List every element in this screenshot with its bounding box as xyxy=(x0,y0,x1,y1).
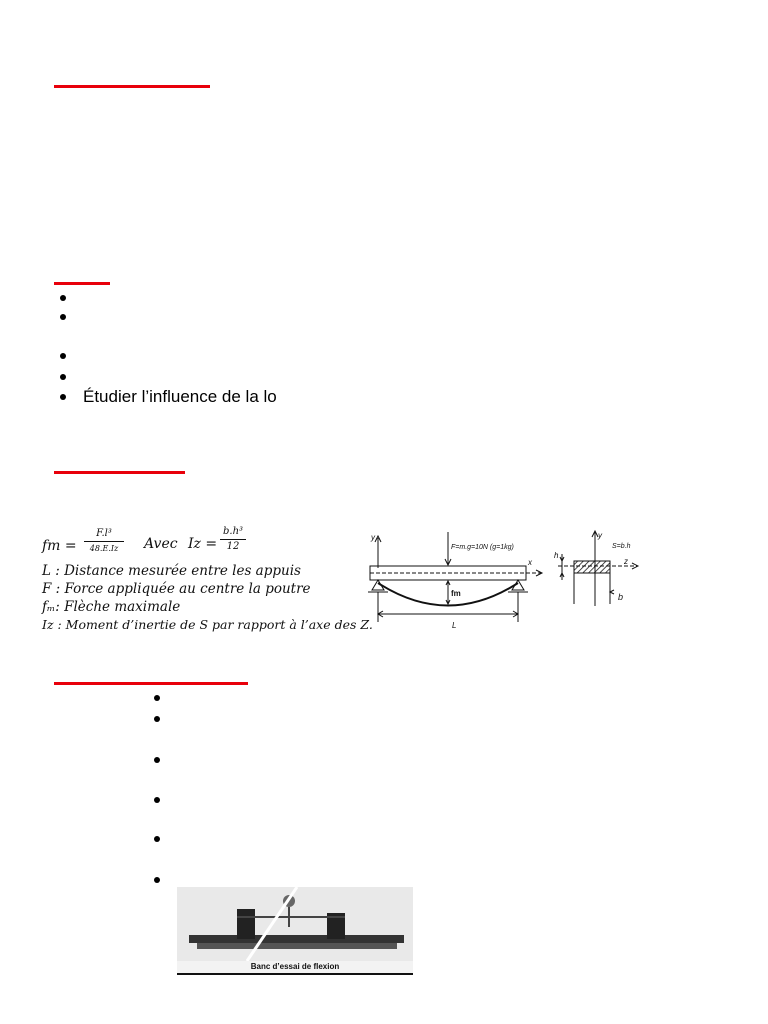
material-bullet-4 xyxy=(154,797,160,803)
material-bullet-3 xyxy=(154,757,160,763)
deflection-formula-block xyxy=(42,526,373,636)
force-label: F=m.g=10N (g=1kg) xyxy=(451,544,514,551)
material-bullet-6 xyxy=(154,877,160,883)
material-bullet-5 xyxy=(154,836,160,842)
photo-caption: Banc d’essai de flexion xyxy=(250,962,340,971)
bench-rail xyxy=(189,935,404,943)
section-y-label: y xyxy=(598,531,602,540)
material-bullet-2 xyxy=(154,716,160,722)
fm-fraction xyxy=(84,528,124,555)
bench-base xyxy=(197,943,397,949)
section-area-label: S=b.h xyxy=(612,543,631,550)
left-support-block xyxy=(237,909,255,939)
section-2-heading-underline xyxy=(54,282,110,285)
objective-bullet-4 xyxy=(60,374,66,380)
fm-label: fm = xyxy=(42,538,77,554)
definition-Iz: Iz : Moment d’inertie de S par rapport à l’axe des Z. xyxy=(42,617,373,632)
cross-section-diagram xyxy=(548,528,648,610)
formula-equation-row xyxy=(42,526,352,562)
iz-fraction xyxy=(220,526,246,553)
section-4-heading-underline xyxy=(54,682,248,685)
beam-x-label: x xyxy=(528,558,532,567)
avec-label: Avec xyxy=(144,536,178,552)
iz-numerator: b.h³ xyxy=(222,526,244,537)
material-bullet-1 xyxy=(154,695,160,701)
objective-bullet-1 xyxy=(60,295,66,301)
section-b-label: b xyxy=(618,592,624,602)
section-h-label: h xyxy=(554,551,559,560)
beam-L-label: L xyxy=(452,621,457,630)
beam-y-label: y xyxy=(371,533,375,542)
objective-bullet-2 xyxy=(60,314,66,320)
objective-bullet-3 xyxy=(60,353,66,359)
test-bench-illustration xyxy=(177,887,413,961)
section-1-heading-underline xyxy=(54,85,210,88)
iz-denominator: 12 xyxy=(226,541,240,552)
iz-label: Iz = xyxy=(188,536,218,552)
section-rect xyxy=(574,561,610,573)
fm-denominator: 48.E.Iz xyxy=(89,544,119,553)
section-3-heading-underline xyxy=(54,471,185,474)
test-bench-photo xyxy=(177,887,413,975)
definition-fm: fₘ: Flèche maximale xyxy=(42,599,181,615)
objective-bullet-5 xyxy=(60,394,66,400)
beam-fm-label: fm xyxy=(451,589,461,598)
photo-background xyxy=(177,887,413,961)
objective-item-5-text: Étudier l’influence de la lo xyxy=(83,387,277,406)
beam-bending-diagram xyxy=(360,528,546,632)
section-z-label: z xyxy=(624,557,628,566)
fm-numerator: F.l³ xyxy=(96,528,112,539)
definition-F: F : Force appliquée au centre la poutre xyxy=(42,581,311,597)
definition-L: L : Distance mesurée entre les appuis xyxy=(42,563,301,579)
b-arrowhead-right xyxy=(610,590,614,594)
